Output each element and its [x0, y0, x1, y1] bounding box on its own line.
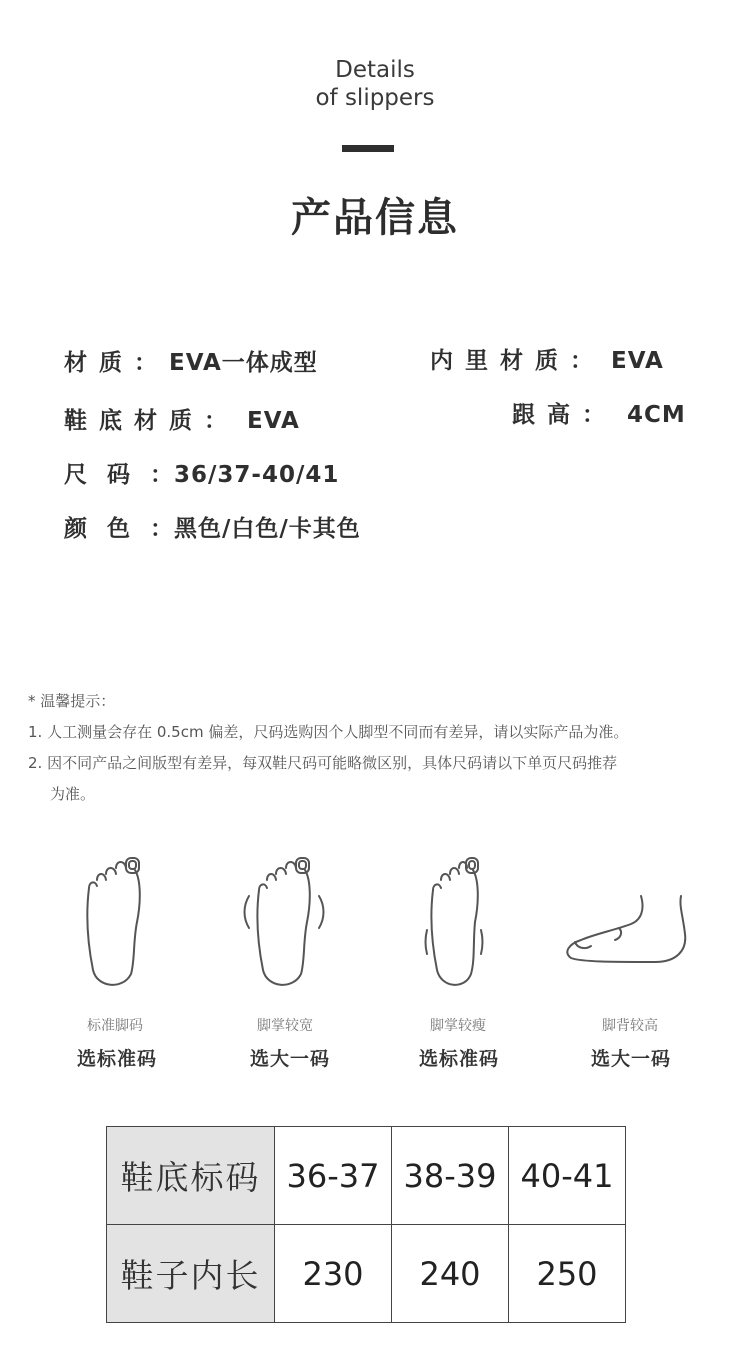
- size-table-cell: 40-41: [509, 1127, 626, 1225]
- foot-wide: [210, 850, 360, 990]
- spec-heel: [512, 396, 686, 429]
- tips-line-2: 2. 因不同产品之间版型有差异，每双鞋尺码可能略微区别，具体尺码请以下单页尺码推荐: [28, 754, 618, 772]
- foot-high-instep-caption: 脚背较高: [602, 1018, 658, 1034]
- spec-color-label: 颜色: [64, 516, 150, 542]
- header-title-en-line1: Details: [335, 57, 415, 83]
- spec-color: [64, 510, 361, 543]
- foot-high-instep-icon: [555, 850, 695, 990]
- foot-standard-caption: 标准脚码: [87, 1018, 143, 1034]
- spec-material-value: EVA一体成型: [169, 350, 318, 376]
- size-table-header-sole: 鞋底标码: [107, 1127, 275, 1225]
- spec-size-value: ：36/37-40/41: [150, 462, 340, 488]
- foot-wide-caption: 脚掌较宽: [257, 1018, 313, 1034]
- foot-wide-recommend: 选大一码: [249, 1048, 330, 1070]
- spec-lining-label: 内里材质：: [430, 348, 605, 374]
- spec-size-label: 尺码: [64, 462, 150, 488]
- tips-section: [28, 686, 740, 810]
- size-table-header-length: 鞋子内长: [107, 1225, 275, 1323]
- foot-narrow-caption: 脚掌较瘦: [430, 1018, 486, 1034]
- page-title: 产品信息: [291, 195, 459, 241]
- foot-narrow: [380, 850, 530, 990]
- foot-narrow-recommend: 选标准码: [418, 1048, 499, 1070]
- size-table-cell: 38-39: [392, 1127, 509, 1225]
- spec-size: [64, 456, 339, 489]
- tips-line-2-cont: 为准。: [50, 785, 96, 803]
- foot-standard-icon: [75, 850, 155, 990]
- tips-title: * 温馨提示：: [28, 692, 116, 710]
- spec-sole-label: 鞋底材质：: [64, 408, 239, 434]
- spec-sole-value: EVA: [247, 408, 300, 434]
- header-divider: [342, 145, 394, 152]
- tips-line-1: 1. 人工测量会存在 0.5cm 偏差，尺码选购因个人脚型不同而有差异，请以实际产品为准。: [28, 723, 629, 741]
- table-row: [107, 1127, 626, 1225]
- spec-material: [64, 344, 318, 377]
- size-table-cell: 250: [509, 1225, 626, 1323]
- foot-standard-recommend: 选标准码: [76, 1048, 157, 1070]
- spec-heel-value: 4CM: [627, 402, 686, 428]
- size-table-cell: 36-37: [275, 1127, 392, 1225]
- spec-lining: [430, 342, 664, 375]
- spec-color-value: ：黑色/白色/卡其色: [150, 516, 361, 542]
- foot-narrow-icon: [405, 850, 505, 990]
- spec-heel-label: 跟高：: [512, 402, 617, 428]
- size-table-cell: 230: [275, 1225, 392, 1323]
- header-title-en: [0, 56, 750, 112]
- table-row: [107, 1225, 626, 1323]
- foot-high-instep-recommend: 选大一码: [590, 1048, 671, 1070]
- size-table-cell: 240: [392, 1225, 509, 1323]
- foot-wide-icon: [235, 850, 335, 990]
- foot-standard: [40, 850, 190, 990]
- size-table: [106, 1126, 626, 1323]
- foot-high-instep: [550, 850, 700, 990]
- spec-lining-value: EVA: [611, 348, 664, 374]
- spec-sole: [64, 402, 300, 435]
- spec-material-label: 材质：: [64, 350, 169, 376]
- header-title-en-line2: of slippers: [315, 85, 435, 111]
